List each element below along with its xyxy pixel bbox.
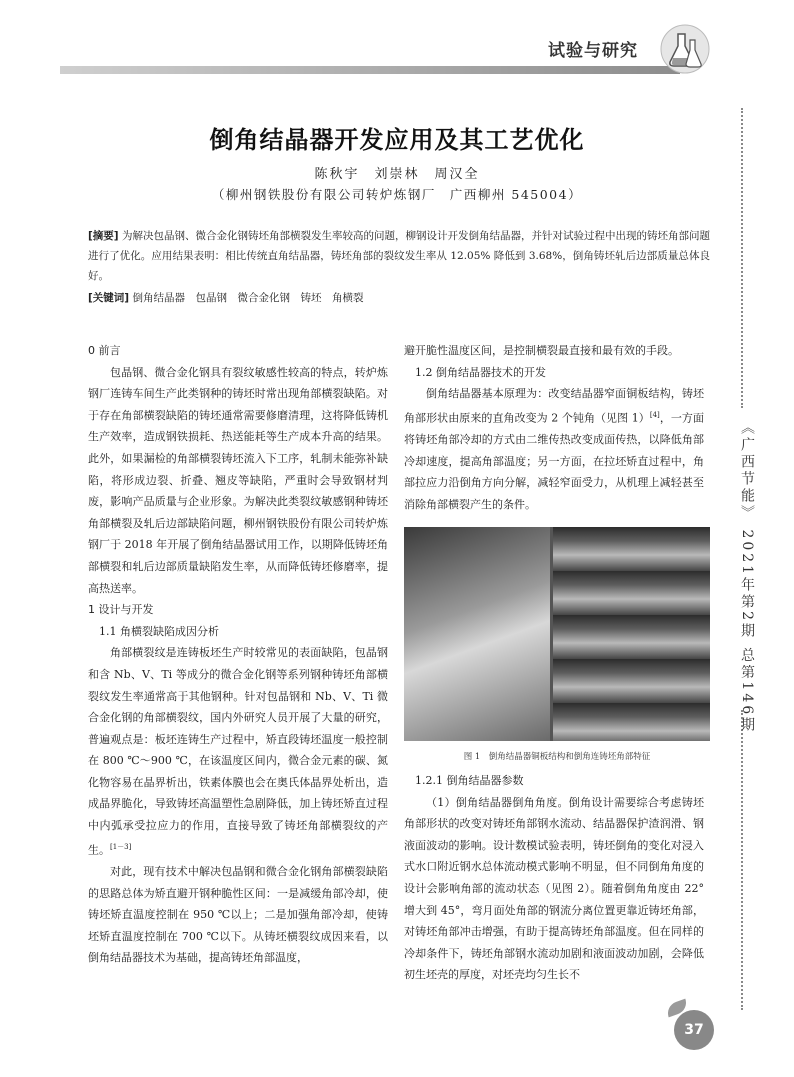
paragraph-text: 角部横裂纹是连铸板坯生产时较常见的表面缺陷，包晶钢和含 Nb、V、Ti 等成分的微合金化钢等系列钢种铸坯角部横裂纹发生率通常高于其他钢种。针对包晶钢和 Nb、V、Ti 微合金化钢的角部横裂纹，国内外研究人员开展了大量的研究，普遍观点是：板坯连铸生产过程中，矫直段铸坯温度一般控制在 800 ℃～900 ℃，在该温度区间内，微合金元素的碳、氮化物容易在晶界析出，铁素体膜也会在奥氏体晶界处析出，造成晶界脆化，导致铸坯高温塑性急剧降低，加上铸坯矫直过程中内弧承受拉应力的作用，直接导致了铸坯角部横裂纹的产生。 [88, 646, 388, 857]
mold-copper-plate-photo [404, 527, 550, 741]
abstract-text: 为解决包晶钢、微合金化钢铸坯角部横裂发生率较高的问题，柳钢设计开发倒角结晶器，并针对试验过程中出现的铸坯角部问题进行了优化。应用结果表明：相比传统直角结晶器，铸坯角部的裂纹发生率从 12.05% 降低到 3.68%，倒角铸坯轧后边部质量总体良好。 [88, 230, 710, 282]
flask-icon [660, 24, 710, 74]
keywords-text: 倒角结晶器 包晶钢 微合金化钢 铸坯 角横裂 [132, 292, 364, 304]
journal-issue-note: 《广西节能》 2021年第2期 总第146期 [739, 420, 755, 735]
subsection-heading: 1.2 倒角结晶器技术的开发 [415, 365, 546, 379]
right-column-bottom [404, 770, 704, 986]
paragraph-text: 倒角结晶器基本原理为：改变结晶器窄面铜板结构，铸坯角部形状由原来的直角改变为 2 个钝角（见图 1） [404, 387, 704, 425]
article-title: 倒角结晶器开发应用及其工艺优化 [209, 126, 585, 154]
chamfered-slab-corner-photo [553, 527, 710, 741]
page-number: 37 [674, 1010, 714, 1050]
paragraph-text: ，一方面将铸坯角部冷却的方式由二维传热改变成面传热，以降低角部冷却速度，提高角部温度；另一方面，在拉坯矫直过程中，角部拉应力沿倒角方向分解，减轻窄面受力，从机理上减轻甚至消除角部横裂产生的条件。 [404, 411, 704, 511]
header-rule [60, 66, 680, 74]
article-authors: 陈秋宇 刘崇林 周汉全 [314, 167, 480, 182]
paragraph [88, 642, 388, 861]
side-dotted-line [741, 710, 743, 1010]
paragraph [404, 383, 704, 515]
paragraph: 包晶钢、微合金化钢具有裂纹敏感性较高的特点，转炉炼钢厂连铸车间生产此类钢种的铸坯时常出现角部横裂缺陷。对于存在角部横裂缺陷的铸坯通常需要修磨清理，这将降低铸机生产效率，造成钢铁损耗、热送能耗等生产成本升高的结果。此外，如果漏检的角部横裂铸坯流入下工序，轧制未能弥补缺陷，将形成边裂、折叠、翘皮等缺陷，严重时会导致钢材判废，影响产品质量与企业形象。为解决此类裂纹敏感钢种铸坯角部横裂及轧后边部缺陷问题，柳州钢铁股份有限公司转炉炼钢厂于 2018 年开展了倒角结晶器试用工作，以期降低铸坯角部横裂和轧后边部质量缺陷发生率，从而降低铸坯修磨率，提高热送率。 [88, 365, 388, 595]
section-heading: 1 设计与开发 [88, 603, 154, 617]
keywords [88, 288, 710, 308]
figure-caption: 图 1 倒角结晶器铜板结构和倒角连铸坯角部特征 [463, 752, 651, 762]
abstract-label: [摘要] [88, 230, 119, 242]
figure-1-photo [404, 527, 710, 741]
subsection-heading: 1.2.1 倒角结晶器参数 [415, 774, 524, 787]
paragraph: （1）倒角结晶器倒角角度。倒角设计需要综合考虑铸坯角部形状的改变对铸坯角部钢水流动、结晶器保护渣润滑、钢液面波动的影响。设计数模试验表明，铸坯倒角的变化对浸入式水口附近钢水总体流动模式影响不明显，但不同倒角角度的设计会影响角部的流动状态（见图 2）。随着倒角角度由 22° 增大到 45°，弯月面处角部的钢流分离位置更靠近铸坯角部，对铸坯角部冲击增强，有助于提高铸坯角部温度。但在同样的冷却条件下，铸坯角部钢水流动加剧和液面波动加剧，会降低初生坯壳的厚度，对坯壳均匀生长不 [404, 795, 704, 982]
section-label: 试验与研究 [548, 41, 638, 61]
section-heading: 0 前言 [88, 344, 121, 357]
paragraph: 对此，现有技术中解决包晶钢和微合金化钢角部横裂缺陷的思路总体为矫直避开钢种脆性区间：一是减缓角部冷却，使铸坯矫直温度控制在 950 ℃以上；二是加强角部冷却，使铸坯矫直温度控制在 700 ℃以下。从铸坯横裂纹成因来看，以倒角结晶器技术为基础，提高铸坯角部温度， [88, 864, 388, 965]
paragraph: 避开脆性温度区间，是控制横裂最直接和最有效的手段。 [404, 344, 679, 357]
right-column-top [404, 340, 704, 515]
abstract [88, 226, 710, 286]
article-affiliation: （柳州钢铁股份有限公司转炉炼钢厂 广西柳州 545004） [211, 187, 583, 202]
subsection-heading: 1.1 角横裂缺陷成因分析 [99, 624, 219, 638]
left-column [88, 340, 388, 969]
keywords-label: [关键词] [88, 292, 130, 304]
reference-marker: [4] [649, 410, 660, 419]
reference-marker: [1－3] [110, 842, 132, 851]
